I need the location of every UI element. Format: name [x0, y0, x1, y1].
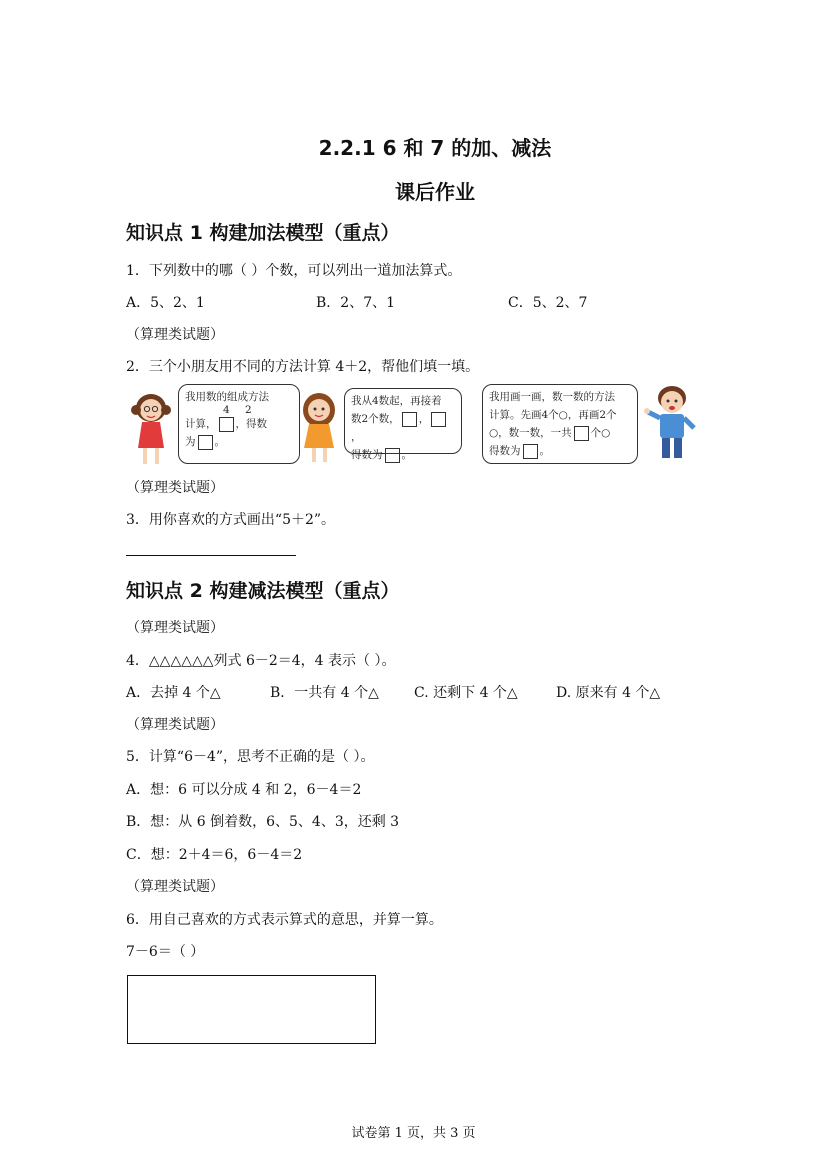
bubble-3-line-3: ○，数一数，一共 [489, 427, 572, 439]
answer-box[interactable] [523, 444, 538, 459]
answer-box[interactable] [431, 412, 446, 427]
bubble-1-line-4: 为 [185, 436, 196, 448]
question-4-option-b[interactable]: B．一共有 4 个△ [270, 685, 379, 701]
bubble-2-line-2: 数2个数， [351, 413, 400, 425]
question-6-text: 6．用自己喜欢的方式表示算式的意思，并算一算。 [126, 912, 443, 928]
bubble-3-line-5: 得数为 [489, 445, 521, 457]
question-4-option-c[interactable]: C. 还剩下 4 个△ [414, 685, 518, 701]
section-heading-1: 知识点 1 构建加法模型（重点） [126, 222, 400, 244]
bubble-1-line-5: 。 [214, 436, 225, 448]
question-6-drawing-box[interactable] [127, 975, 376, 1044]
bubble-1-line-2: 计算， [185, 418, 217, 430]
question-2-tag: （算理类试题） [126, 480, 224, 496]
section-heading-2: 知识点 2 构建减法模型（重点） [126, 580, 400, 602]
question-2-illustration [124, 380, 704, 470]
bubble-1-number-4: 4 [223, 404, 230, 416]
bubble-2-line-4: ， [351, 431, 362, 443]
boy-illustration [644, 382, 700, 466]
speech-bubble-1 [178, 384, 300, 464]
bubble-1-line-1: 我用数的组成方法 [185, 391, 269, 403]
bubble-2-line-1: 我从4数起，再接着 [351, 395, 442, 407]
question-5-option-a[interactable]: A．想：6 可以分成 4 和 2，6－4＝2 [126, 782, 362, 798]
girl-2-illustration [296, 388, 342, 468]
bubble-3-line-1: 我用画一画，数一数的方法 [489, 391, 615, 403]
question-4-option-d[interactable]: D. 原来有 4 个△ [556, 685, 661, 701]
bubble-1-number-2: 2 [245, 404, 252, 416]
bubble-2-line-6: 。 [401, 449, 412, 461]
bubble-1-split-diagram [185, 401, 293, 415]
question-1-option-b[interactable]: B．2、7、1 [316, 295, 396, 311]
question-3-answer-line[interactable] [126, 555, 296, 556]
question-4-tag: （算理类试题） [126, 717, 224, 733]
bubble-3-line-2: 计算。先画4个○，再画2个 [489, 409, 617, 421]
question-5-text: 5．计算“6－4”，思考不正确的是（ ）。 [126, 749, 375, 765]
question-4-text: 4．△△△△△△列式 6－2＝4，4 表示（ ）。 [126, 653, 396, 669]
page-subtitle: 课后作业 [395, 180, 475, 204]
question-1-option-c[interactable]: C．5、2、7 [508, 295, 588, 311]
speech-bubble-2 [344, 388, 462, 461]
answer-box[interactable] [574, 426, 589, 441]
bubble-3-line-6: 。 [539, 445, 550, 457]
answer-box[interactable] [198, 435, 213, 450]
question-1-text: 1．下列数中的哪（ ）个数，可以列出一道加法算式。 [126, 263, 462, 279]
bubble-2-line-3: ， [418, 413, 430, 425]
question-4-option-a[interactable]: A．去掉 4 个△ [126, 685, 221, 701]
page-title: 2.2.1 6 和 7 的加、减法 [318, 136, 552, 160]
page-footer: 试卷第 1 页，共 3 页 [351, 1126, 476, 1141]
question-1-tag: （算理类试题） [126, 327, 224, 343]
bubble-1-line-3: ，得数 [235, 418, 267, 430]
question-5-tag: （算理类试题） [126, 879, 224, 895]
answer-box[interactable] [385, 448, 400, 463]
question-2-text: 2．三个小朋友用不同的方法计算 4＋2，帮他们填一填。 [126, 359, 480, 375]
question-5-option-b[interactable]: B．想：从 6 倒着数，6、5、4、3，还剩 3 [126, 814, 400, 830]
girl-1-illustration [128, 388, 174, 468]
bubble-2-line-5: 得数为 [351, 449, 383, 461]
question-1-option-a[interactable]: A．5、2、1 [126, 295, 205, 311]
question-3-text: 3．用你喜欢的方式画出“5＋2”。 [126, 512, 336, 528]
question-6-equation: 7－6＝（ ） [126, 944, 205, 960]
bubble-3-line-4: 个○ [590, 427, 611, 439]
answer-box[interactable] [402, 412, 417, 427]
speech-bubble-3 [482, 384, 638, 464]
question-4-pre-tag: （算理类试题） [126, 620, 224, 636]
question-5-option-c[interactable]: C．想：2＋4＝6，6－4＝2 [126, 847, 303, 863]
